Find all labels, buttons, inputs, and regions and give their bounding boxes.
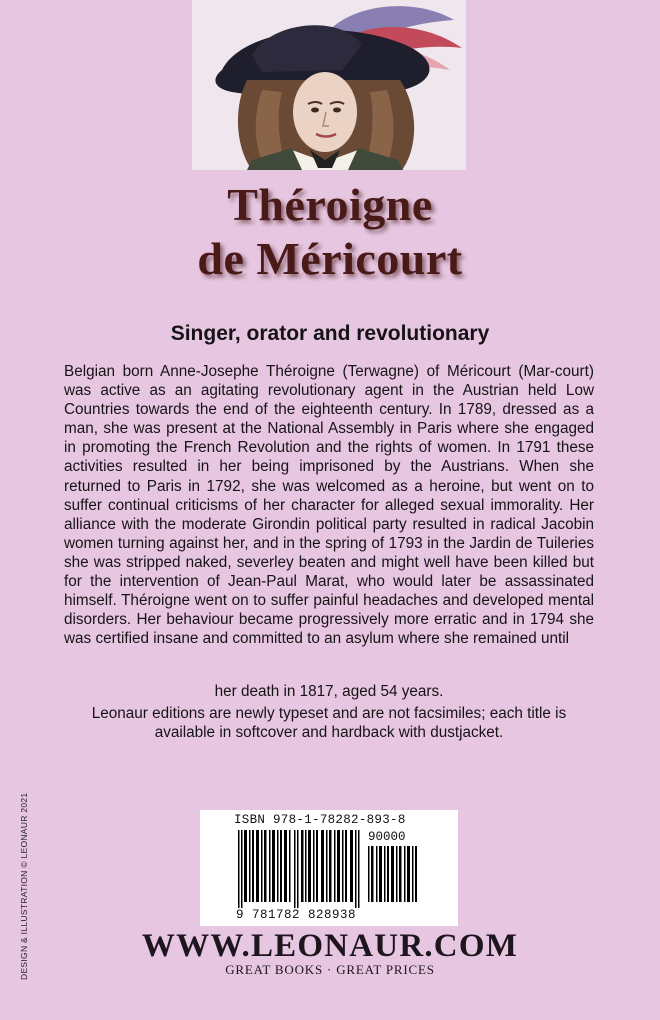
publisher-tagline: GREAT BOOKS · GREAT PRICES: [225, 962, 435, 977]
book-blurb: Belgian born Anne-Josephe Théroigne (Terwagne) of Méricourt (Mar-court) was active as an agitating revolutionary agent in the Austrian held Low Countries towards the end of the eighteenth century. In 1789, dressed as a man, she was present at the National Assembly in Paris where she engaged in promoting the French Revolution and the rights of women. In 1791 these activities resulted in her being imprisoned by the Austrians. When she returned to Paris in 1792, she was welcomed as a heroine, but went on to suffer continual criticisms of her character for alleged sexual immorality. Her alliance with the moderate Girondin political party resulted in radical Jacobin women turning against her, and in the spring of 1793 in the Jardin de Tuileries she was stripped naked, severley beaten and might well have been killed but for the intervention of Jean-Paul Marat, who would later be assassinated himself. Théroigne went on to suffer painful headaches and developed mental disorders. Her behaviour became progressively more erratic and in 1794 she was certified insane and committed to an asylum where she remained until: [64, 363, 594, 648]
book-subtitle: Singer, orator and revolutionary: [170, 322, 490, 345]
publisher-website[interactable]: WWW.LEONAUR.COM: [141, 928, 519, 964]
book-title-line-1: Théroigne: [227, 179, 433, 230]
ean-digits: 9 781782 828938: [236, 908, 357, 922]
blurb-last-line: her death in 1817, aged 54 years.: [214, 683, 444, 700]
edition-note: Leonaur editions are newly typeset and are not facsimiles; each title is available in softcover and hardback with dustjacket.: [91, 705, 567, 742]
barcode-box: [200, 810, 458, 926]
addon-barcode-icon: [368, 846, 418, 902]
design-credit: DESIGN & ILLUSTRATION © LEONAUR 2021: [19, 792, 29, 980]
barcode-icon: [238, 830, 362, 908]
cover-portrait: [192, 0, 466, 170]
price-code: 90000: [368, 830, 406, 844]
isbn-label: ISBN 978-1-78282-893-8: [234, 813, 406, 827]
portrait-illustration-icon: [192, 0, 466, 170]
book-title-line-2: de Méricourt: [197, 233, 463, 284]
